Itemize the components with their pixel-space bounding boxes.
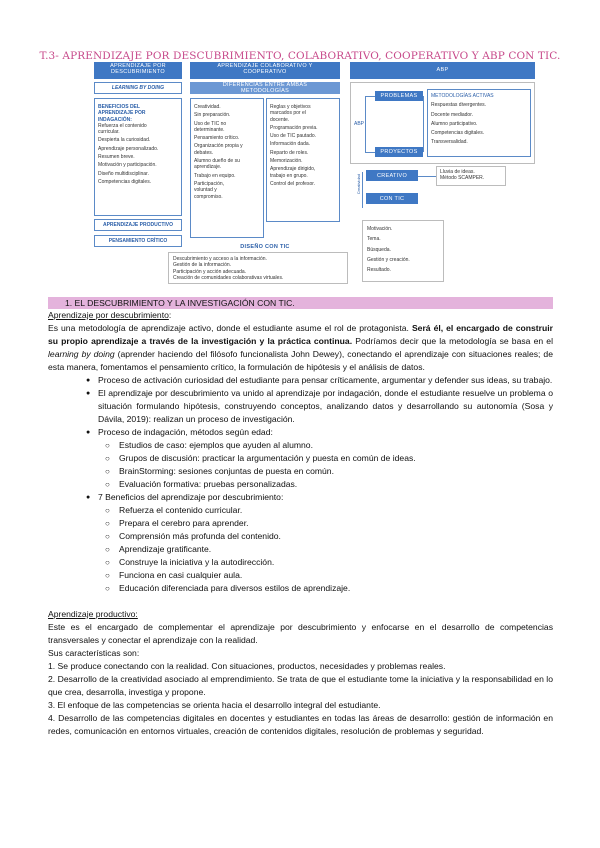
subheading-text: Aprendizaje por descubrimiento: [48, 310, 169, 320]
benefit-list-item: ○ Comprensión más profunda del contenido.: [48, 530, 553, 543]
benefits-title: INDAGACIÓN:: [98, 116, 132, 123]
collab-item: Alumno dueño de su: [194, 158, 240, 165]
method-item: ○ Evaluación formativa: pruebas personalizadas.: [48, 478, 553, 491]
collab-header: APRENDIZAJE COLABORATIVO Y COOPERATIVO: [190, 62, 340, 79]
tic-step: Resultado.: [367, 267, 391, 274]
benefit-list-item: ○ Refuerza el contenido curricular.: [48, 504, 553, 517]
active-item: Competencias digitales.: [431, 130, 485, 137]
coop-item: Memorización.: [270, 158, 303, 165]
collab-item: Trabajo en equipo.: [194, 172, 236, 179]
intro-text-e: (aprender haciendo del filósofo funcionalista John Dewey), conectando el aprendizaje con situaciones reales; de esta manera, fomentamos el pensamiento crítico, la formulación de hipótesis y el análisis de datos.: [48, 349, 553, 372]
characteristics-title: Sus características son:: [48, 648, 140, 658]
benefit-item: Resumen breve.: [98, 154, 135, 161]
benefit-item: Motivación y participación.: [98, 162, 157, 169]
collab-item: Sin preparación.: [194, 112, 231, 119]
benefit-list-item: ○ Aprendizaje gratificante.: [48, 543, 553, 556]
productive-paragraph: Este es el encargado de complementar el aprendizaje por descubrimiento y enfocarse en el desarrollo de competencias transversales y conectar el aprendizaje con la realidad.: [48, 622, 553, 645]
page-title: T.3- APRENDIZAJE POR DESCUBRIMIENTO, COLABORATIVO, COOPERATIVO Y ABP CON TIC.: [39, 50, 561, 62]
collab-item: Creatividad.: [194, 104, 221, 110]
collab-item: Uso de TIC no: [194, 120, 227, 127]
coop-item: Uso de TIC pautado.: [270, 133, 317, 140]
benefit-item: Refuerza el contenido: [98, 122, 147, 129]
productive-label: APRENDIZAJE PRODUCTIVO: [102, 222, 173, 228]
bullet-item: ● 7 Beneficios del aprendizaje por descubrimiento:: [48, 491, 553, 504]
characteristic-item: 3. El enfoque de las competencias se orienta hacia el desarrollo integral del estudiante.: [48, 700, 381, 710]
bullet-item: ● El aprendizaje por descubrimiento va unido al aprendizaje por indagación, donde el estudiante resuelve un problema o situación formulando hipótesis, construyendo conceptos, analizando datos y desarrollando su autonomía (Sosa y Dávila, 2019): realizan un proceso de investigación.: [48, 387, 553, 426]
active-methods-box: [427, 89, 531, 157]
method-item: ○ Estudios de caso: ejemplos que ayuden al alumno.: [48, 439, 553, 452]
intro-text-c: Podríamos decir que la metodología se basa en el: [352, 336, 553, 346]
bullet-item: ● Proceso de activación curiosidad del estudiante para pensar críticamente, argumentar y defender sus ideas, su trabajo.: [48, 374, 553, 387]
benefits-title: APRENDIZAJE POR: [98, 110, 146, 117]
benefits-box: [94, 98, 182, 216]
tic-step: Motivación.: [367, 226, 393, 232]
tic-design-header: DISEÑO CON TIC: [190, 242, 340, 251]
active-item: Alumno participativo.: [431, 120, 478, 127]
method-item: ○ Grupos de discusión: practicar la argumentación y puesta en común de ideas.: [48, 452, 553, 465]
tic-step: Gestión y creación.: [367, 256, 410, 263]
intro-text-a: Es una metodología de aprendizaje activo, donde el estudiante asume el rol de protagonista.: [48, 323, 409, 333]
discovery-header: APRENDIZAJE POR DESCUBRIMIENTO: [94, 62, 182, 79]
coop-item: Información dada.: [270, 141, 311, 148]
characteristic-item: 4. Desarrollo de las competencias digitales en docentes y estudiantes en todas las áreas de desarrollo: gestión de información en redes, comunicación en entornos virtuales, creación de contenidos digitales, resolución de problemas y seguridad.: [48, 713, 553, 736]
collab-item: aprendizaje.: [194, 164, 222, 171]
characteristic-item: 1. Se produce conectando con la realidad. Con situaciones, productos, necesidades y problemas reales.: [48, 661, 446, 671]
tic-design-item: Creación de comunidades colaborativas virtuales.: [173, 274, 284, 281]
tic-design-item: Descubrimiento y acceso a la información.: [173, 256, 267, 262]
creative-side-label: Creatividad: [356, 174, 361, 195]
abp-header: ABP: [350, 62, 535, 79]
benefit-item: Diseño multidisciplinar.: [98, 170, 149, 177]
coop-item: trabajo en grupo.: [270, 172, 308, 179]
section-heading: 1. EL DESCUBRIMIENTO Y LA INVESTIGACIÓN CON TIC.: [48, 297, 553, 309]
creative-methods-box: [436, 166, 506, 186]
benefit-list-item: ○ Funciona en casi cualquier aula.: [48, 569, 553, 582]
active-methods-title: METODOLOGÍAS ACTIVAS: [431, 93, 494, 99]
tic-step: Búsqueda.: [367, 246, 391, 253]
problems-label: PROBLEMAS: [375, 91, 423, 101]
tic-steps-box: [362, 220, 444, 282]
benefit-list-item: ○ Educación diferenciada para diversos estilos de aprendizaje.: [48, 582, 553, 595]
coop-item: Programación previa.: [270, 124, 318, 131]
differences-header: DIFERENCIAS ENTRE AMBAS METODOLOGÍAS: [190, 82, 340, 94]
tic-design-item: Gestión de la información.: [173, 262, 232, 269]
benefit-list-item: ○ Construye la iniciativa y la autodirección.: [48, 556, 553, 569]
coop-item: Reparto de roles.: [270, 149, 309, 156]
intro-paragraph: [48, 322, 553, 374]
benefit-item: Aprendizaje personalizado.: [98, 145, 159, 152]
subheading-discovery: [48, 309, 553, 322]
collab-item: Pensamiento crítico.: [194, 135, 240, 142]
collab-item: compromiso.: [194, 193, 223, 200]
creative-item: Lluvia de ideas.: [440, 169, 475, 175]
con-tic-label: CON TIC: [366, 193, 418, 204]
creative-label: CREATIVO: [366, 170, 418, 181]
learning-by-doing-box: [94, 82, 182, 94]
benefit-list-item: ○ Prepara el cerebro para aprender.: [48, 517, 553, 530]
productive-box: [94, 219, 182, 231]
collab-item: determinante.: [194, 126, 225, 133]
benefit-item: Competencias digitales.: [98, 178, 152, 185]
subheading-colon: :: [168, 310, 172, 320]
coop-item: Reglas y objetivos: [270, 104, 311, 110]
collab-item: Organización propia y: [194, 143, 243, 150]
active-item: Transversalidad.: [431, 139, 468, 146]
active-item: Respuestas divergentes.: [431, 102, 487, 109]
collab-item: debates.: [194, 149, 214, 156]
concept-diagram: [94, 62, 535, 284]
collab-item: Participación,: [194, 180, 225, 187]
coop-item: Aprendizaje dirigido,: [270, 166, 316, 173]
coop-item: Control del profesor.: [270, 180, 316, 187]
critical-box: [94, 235, 182, 247]
active-item: Docente mediador.: [431, 111, 473, 118]
method-item: ○ BrainStorming: sesiones conjuntas de puesta en común.: [48, 465, 553, 478]
learning-by-doing-label: LEARNING BY DOING: [111, 85, 165, 91]
coop-item: marcados por el: [270, 110, 306, 117]
subheading-productive: Aprendizaje productivo:: [48, 609, 138, 619]
intro-text-bold: Será él, el encargado de construir su propio aprendizaje a través de la investigación y la práctica continua.: [48, 323, 553, 346]
creative-item: Método SCAMPER.: [440, 175, 485, 182]
tic-design-box: [168, 252, 348, 284]
tic-design-item: Participación y acción adecuada.: [173, 268, 247, 275]
benefits-title: BENEFICIOS DEL: [98, 104, 140, 110]
benefit-item: curricular.: [98, 129, 120, 136]
collab-list: [190, 98, 264, 238]
abp-side-label: ABP: [354, 121, 365, 127]
tic-step: Tema.: [367, 236, 381, 243]
coop-list: [266, 98, 340, 222]
learning-by-doing-italic: learning by doing: [48, 349, 115, 359]
benefit-item: Despierta la curiosidad.: [98, 137, 151, 144]
document-body: [48, 297, 553, 738]
characteristic-item: 2. Desarrollo de la creatividad asociado al emprendimiento. Se trata de que el estudiante tome la iniciativa y la responsabilidad en lo que crea, desarrolla, investiga y propone.: [48, 674, 553, 697]
coop-item: docente.: [270, 116, 290, 123]
abp-frame: [350, 82, 535, 164]
collab-item: voluntad y: [194, 187, 217, 194]
projects-label: PROYECTOS: [375, 147, 423, 157]
critical-label: PENSAMIENTO CRÍTICO: [108, 238, 168, 244]
bullet-item: ● Proceso de indagación, métodos según edad:: [48, 426, 553, 439]
